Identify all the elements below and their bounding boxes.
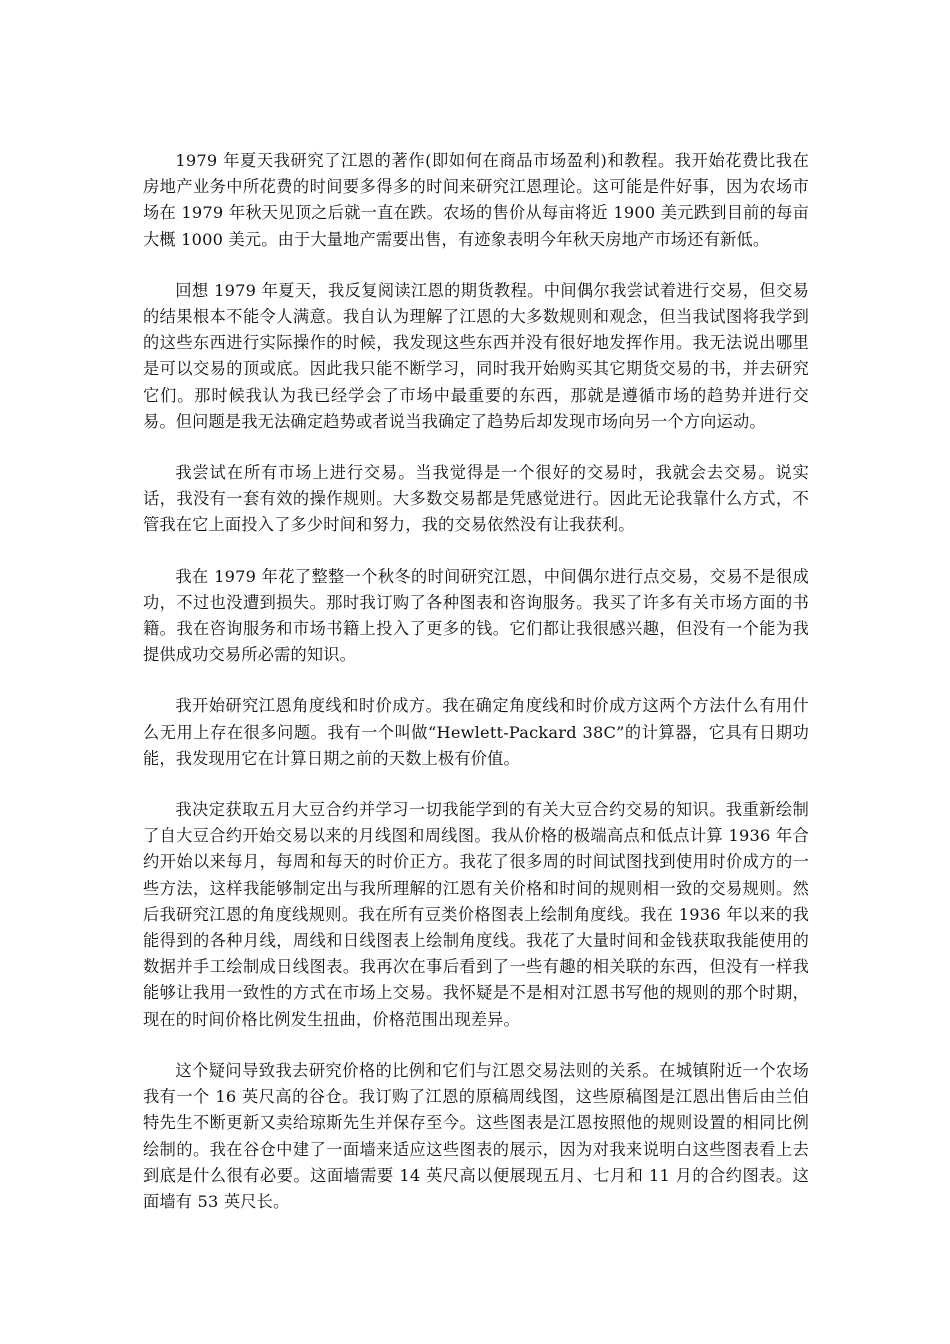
paragraph-1: 1979 年夏天我研究了江恩的著作(即如何在商品市场盈利)和教程。我开始花费比我在房地产业务中所花费的时间要多得多的时间来研究江恩理论。这可能是件好事，因为农场市场在 1979 年秋天见顶之后就一直在跌。农场的售价从每亩将近 1900 美元跌到目前的每亩大概 1000 美元。由于大量地产需要出售，有迹象表明今年秋天房地产市场还有新低。: [143, 151, 809, 249]
paragraph-2: 回想 1979 年夏天，我反复阅读江恩的期货教程。中间偶尔我尝试着进行交易，但交易的结果根本不能令人满意。我自认为理解了江恩的大多数规则和观念，但当我试图将我学到的这些东西进行实际操作的时候，我发现这些东西并没有很好地发挥作用。我无法说出哪里是可以交易的顶或底。因此我只能不断学习，同时我开始购买其它期货交易的书，并去研究它们。那时候我认为我已经学会了市场中最重要的东西，那就是遵循市场的趋势并进行交易。但问题是我无法确定趋势或者说当我确定了趋势后却发现市场向另一个方向运动。: [143, 280, 809, 431]
paragraph-4: 我在 1979 年花了整整一个秋冬的时间研究江恩，中间偶尔进行点交易，交易不是很成功，不过也没遭到损失。那时我订购了各种图表和咨询服务。我买了许多有关市场方面的书籍。我在咨询服务和市场书籍上投入了更多的钱。它们都让我很感兴趣，但没有一个能为我提供成功交易所必需的知识。: [143, 566, 809, 665]
paragraph-3: 我尝试在所有市场上进行交易。当我觉得是一个很好的交易时，我就会去交易。说实话，我没有一套有效的操作规则。大多数交易都是凭感觉进行。因此无论我靠什么方式，不管我在它上面投入了多少时间和努力，我的交易依然没有让我获利。: [143, 463, 809, 535]
paragraph-7: 这个疑问导致我去研究价格的比例和它们与江恩交易法则的关系。在城镇附近一个农场我有一个 16 英尺高的谷仓。我订购了江恩的原稿周线图，这些原稿图是江恩出售后由兰伯特先生不断更新又卖给琼斯先生并保存至今。这些图表是江恩按照他的规则设置的相同比例绘制的。我在谷仓中建了一面墙来适应这些图表的展示，因为对我来说明白这些图表看上去到底是什么很有必要。这面墙需要 14 英尺高以便展现五月、七月和 11 月的合约图表。这面墙有 53 英尺长。: [143, 1060, 809, 1211]
document-body: [143, 148, 809, 1240]
paragraph-5: 我开始研究江恩角度线和时价成方。我在确定角度线和时价成方这两个方法什么有用什么无用上存在很多问题。我有一个叫做“Hewlett-Packard 38C”的计算器，它具有日期功能，我发现用它在计算日期之前的天数上极有价值。: [143, 696, 809, 768]
paragraph-6: 我决定获取五月大豆合约并学习一切我能学到的有关大豆合约交易的知识。我重新绘制了自大豆合约开始交易以来的月线图和周线图。我从价格的极端高点和低点计算 1936 年合约开始以来每月，每周和每天的时价正方。我花了很多周的时间试图找到使用时价成方的一些方法，这样我能够制定出与我所理解的江恩有关价格和时间的规则相一致的交易规则。然后我研究江恩的角度线规则。我在所有豆类价格图表上绘制角度线。我在 1936 年以来的我能得到的各种月线，周线和日线图表上绘制角度线。我花了大量时间和金钱获取我能使用的数据并手工绘制成日线图表。我再次在事后看到了一些有趣的相关联的东西，但没有一样我能够让我用一致性的方式在市场上交易。我怀疑是不是相对江恩书写他的规则的那个时期，现在的时间价格比例发生扭曲，价格范围出现差异。: [143, 800, 809, 1029]
